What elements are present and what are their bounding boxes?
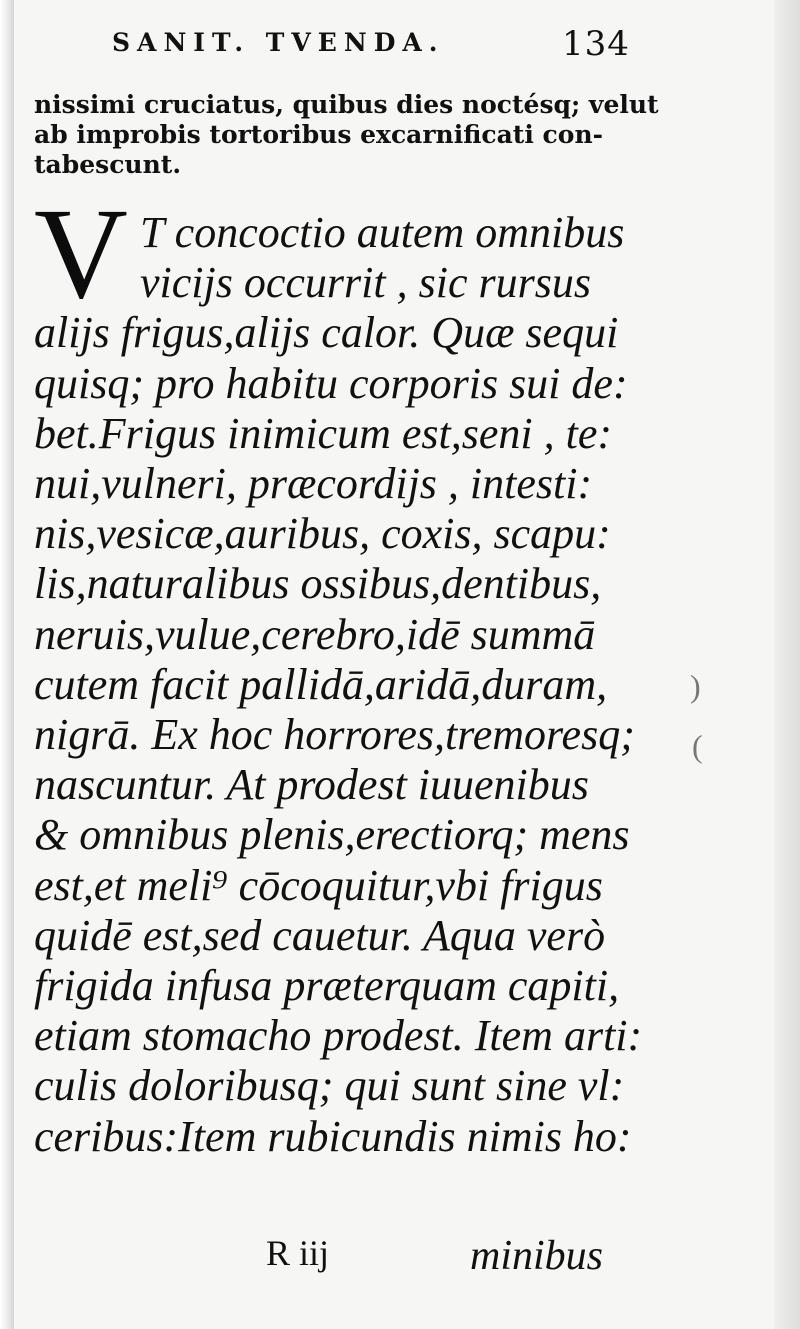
text-line: ab improbis tortoribus excarnificati con- xyxy=(34,120,604,149)
text-line: nigrā. Ex hoc horrores,tremoresq; xyxy=(34,710,635,760)
text-line: tabescunt. xyxy=(34,150,182,179)
text-line: cutem facit pallidā,aridā,duram, xyxy=(34,659,608,709)
text-line: lis,naturalibus ossibus,dentibus, xyxy=(34,559,602,609)
catchword: minibus xyxy=(470,1233,604,1279)
text-line: nissimi cruciatus, quibus dies noctésq; velut xyxy=(34,90,659,119)
page-edge-shadow xyxy=(774,0,800,1329)
text-line: ceribus:Item rubicundis nimis ho: xyxy=(34,1111,632,1161)
binding-gutter xyxy=(0,0,14,1329)
page-number: 134 xyxy=(562,24,630,64)
drop-cap-initial: V xyxy=(34,182,128,326)
text-line: quisq; pro habitu corporis sui de: xyxy=(34,358,628,408)
italic-text-block xyxy=(34,208,643,1162)
running-head-title: SANIT. TVENDA. xyxy=(112,28,445,57)
roman-text-block xyxy=(34,90,659,180)
text-line: quidē est,sed cauetur. Aqua verò xyxy=(34,910,606,960)
text-line: est,et meli⁹ cōcoquitur,vbi frigus xyxy=(34,860,603,910)
text-line: bet.Frigus inimicum est,seni , te: xyxy=(34,408,613,458)
running-head xyxy=(112,24,632,64)
text-line: nui,vulneri, præcordijs , intesti: xyxy=(34,459,593,509)
text-line: T concoctio autem omnibus xyxy=(140,208,625,257)
text-line: etiam stomacho prodest. Item arti: xyxy=(34,1011,643,1061)
show-through-mark: ) xyxy=(690,668,701,704)
text-line: alijs frigus,alijs calor. Quæ sequi xyxy=(34,308,619,358)
text-line: & omnibus plenis,erectiorq; mens xyxy=(34,810,630,860)
show-through-mark: ( xyxy=(692,728,703,764)
signature-mark: R iij xyxy=(266,1233,330,1273)
text-line: nascuntur. At prodest iuuenibus xyxy=(34,760,589,810)
text-line: culis doloribusq; qui sunt sine vl: xyxy=(34,1061,625,1111)
text-line: frigida infusa præterquam capiti, xyxy=(34,961,620,1011)
text-line: neruis,vulue,cerebro,idē summā xyxy=(34,609,596,659)
text-line: vicijs occurrit , sic rursus xyxy=(140,258,591,308)
text-line: nis,vesicæ,auribus, coxis, scapu: xyxy=(34,509,611,559)
